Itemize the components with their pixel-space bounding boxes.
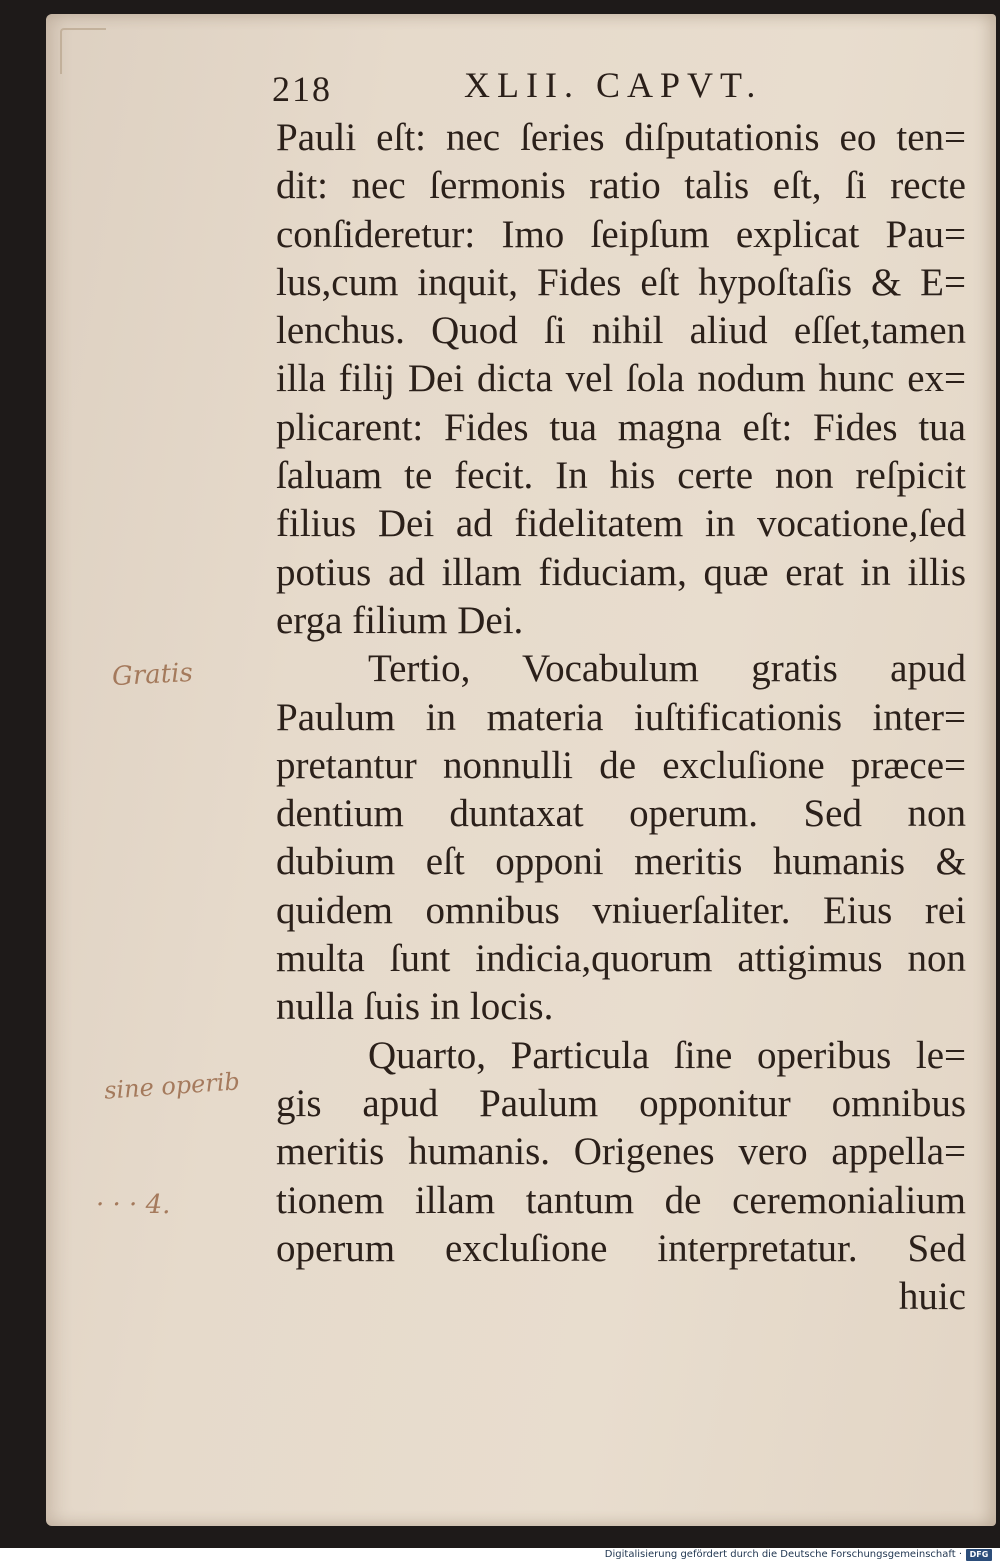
text-line: potius ad illam fiduciam, quæ erat in illis xyxy=(276,550,966,594)
text-line: ſaluam te fecit. In his certe non reſpicit xyxy=(276,454,966,498)
marginal-note: sine operib xyxy=(103,1067,241,1105)
catchword: huic xyxy=(898,1275,966,1319)
text-line: gis apud Paulum opponitur omnibus xyxy=(276,1081,966,1125)
text-line: conſideretur: Imo ſeipſum explicat Pau= xyxy=(276,212,966,256)
text-line: pretantur nonnulli de excluſione præce= xyxy=(276,743,966,787)
text-line: Pauli eſt: nec ſeries diſputationis eo ten= xyxy=(276,116,966,159)
page-number: 218 xyxy=(272,69,332,109)
text-line: Paulum in materia iuſtificationis inter= xyxy=(276,695,966,739)
running-head xyxy=(272,64,832,110)
dfg-logo: DFG xyxy=(966,1549,992,1561)
chapter-heading: XLII. CAPVT. xyxy=(464,65,763,105)
text-line: nulla ſuis in locis. xyxy=(276,985,554,1029)
marginal-note: Gratis xyxy=(111,657,194,693)
text-line: illa filij Dei dicta vel ſola nodum hunc ex= xyxy=(276,357,966,401)
text-line: dentium duntaxat operum. Sed non xyxy=(276,792,966,836)
text-line: plicarent: Fides tua magna eſt: Fides tua xyxy=(276,405,966,449)
text-line: meritis humanis. Origenes vero appella= xyxy=(276,1130,966,1174)
digitization-credit: Digitalisierung gefördert durch die Deutsche Forschungsgemeinschaft · xyxy=(604,1549,962,1560)
body-text xyxy=(276,114,966,1321)
text-line: operum excluſione interpretatur. Sed xyxy=(276,1226,966,1270)
marginal-note: · · · 4. xyxy=(96,1190,171,1220)
paragraph-start-line: Tertio, Vocabulum gratis apud xyxy=(368,647,966,691)
text-line: multa ſunt indicia,quorum attigimus non xyxy=(276,937,966,981)
text-line: dit: nec ſermonis ratio talis eſt, ſi recte xyxy=(276,164,966,208)
text-line: dubium eſt opponi meritis humanis & xyxy=(276,840,966,884)
page-corner-mark xyxy=(60,28,106,74)
paragraph-start-line: Quarto, Particula ſine operibus le= xyxy=(368,1033,966,1077)
text-line: lus,cum inquit, Fides eſt hypoſtaſis & E= xyxy=(276,260,966,304)
text-line: quidem omnibus vniuerſaliter. Eius rei xyxy=(276,888,966,932)
text-line: lenchus. Quod ſi nihil aliud eſſet,tamen xyxy=(276,309,966,353)
text-line: filius Dei ad fidelitatem in vocatione,ſed xyxy=(276,502,966,546)
text-line: tionem illam tantum de ceremonialium xyxy=(276,1178,966,1222)
text-line: erga filium Dei. xyxy=(276,598,524,642)
